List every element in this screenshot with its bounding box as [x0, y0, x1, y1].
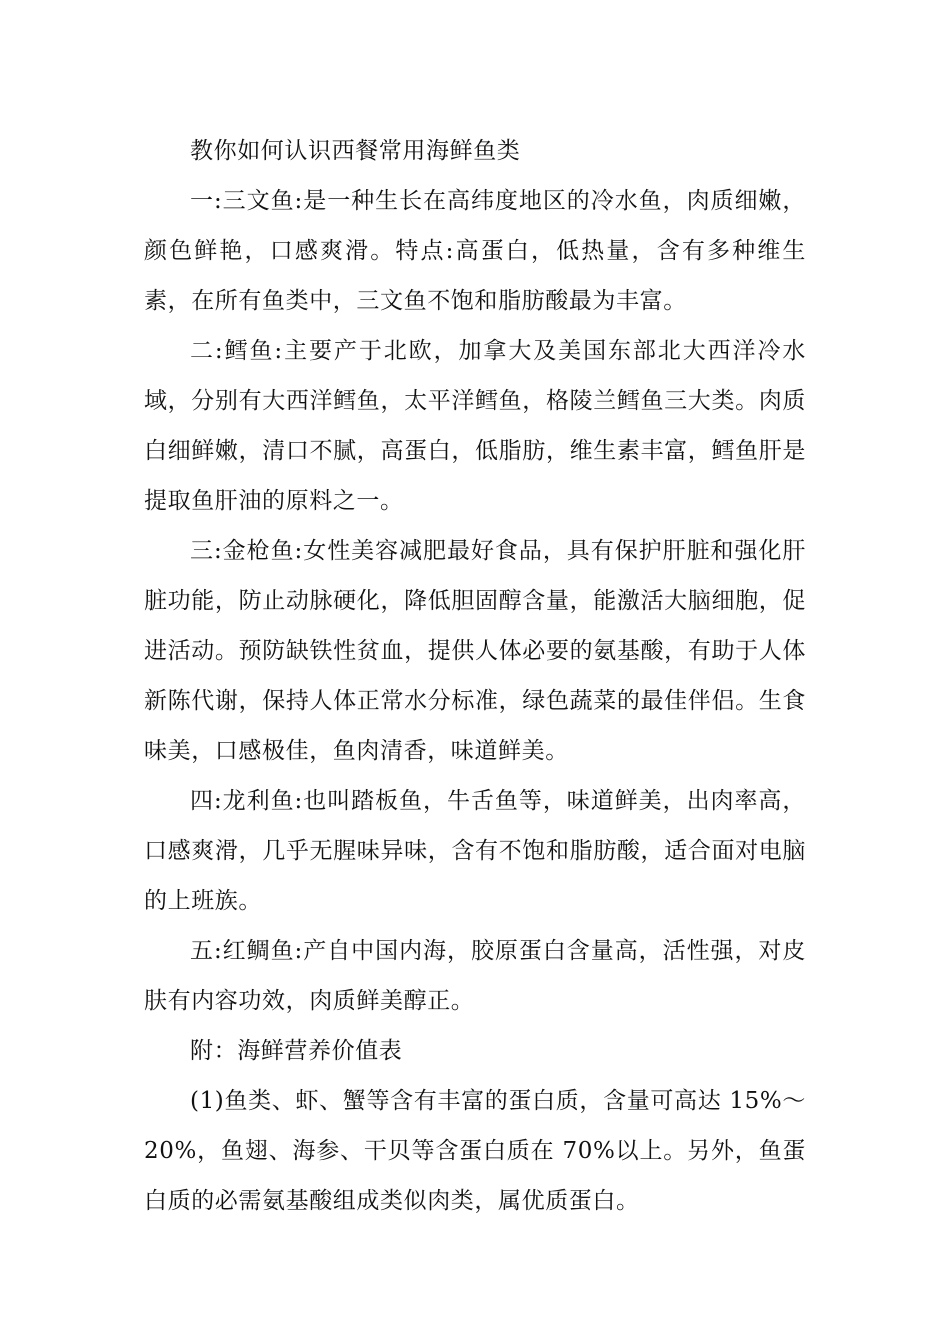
paragraph-sole: 四:龙利鱼:也叫踏板鱼，牛舌鱼等，味道鲜美，出肉率高，口感爽滑，几乎无腥味异味，含有不饱和脂肪酸，适合面对电脑的上班族。 [144, 788, 806, 914]
paragraph-protein: (1)鱼类、虾、蟹等含有丰富的蛋白质，含量可高达 15%～20%，鱼翅、海参、干贝等含蛋白质在 70%以上。另外，鱼蛋白质的必需氨基酸组成类似肉类，属优质蛋白。 [144, 1088, 806, 1214]
paragraph-cod: 二:鳕鱼:主要产于北欧，加拿大及美国东部北大西洋冷水域，分别有大西洋鳕鱼，太平洋鳕鱼，格陵兰鳕鱼三大类。肉质白细鲜嫩，清口不腻，高蛋白，低脂肪，维生素丰富，鳕鱼肝是提取鱼肝油的原料之一。 [144, 338, 806, 514]
document-body [144, 126, 806, 1226]
paragraph-salmon: 一:三文鱼:是一种生长在高纬度地区的冷水鱼，肉质细嫩，颜色鲜艳，口感爽滑。特点:高蛋白，低热量，含有多种维生素，在所有鱼类中，三文鱼不饱和脂肪酸最为丰富。 [144, 188, 806, 314]
document-title: 教你如何认识西餐常用海鲜鱼类 [190, 138, 521, 164]
appendix-heading: 附：海鲜营养价值表 [190, 1038, 403, 1064]
paragraph-tuna: 三:金枪鱼:女性美容减肥最好食品，具有保护肝脏和强化肝脏功能，防止动脉硬化，降低胆固醇含量，能激活大脑细胞，促进活动。预防缺铁性贫血，提供人体必要的氨基酸，有助于人体新陈代谢，保持人体正常水分标准，绿色蔬菜的最佳伴侣。生食味美，口感极佳，鱼肉清香，味道鲜美。 [144, 538, 806, 764]
paragraph-red-snapper: 五:红鲷鱼:产自中国内海，胶原蛋白含量高，活性强，对皮肤有内容功效，肉质鲜美醇正。 [144, 938, 806, 1014]
